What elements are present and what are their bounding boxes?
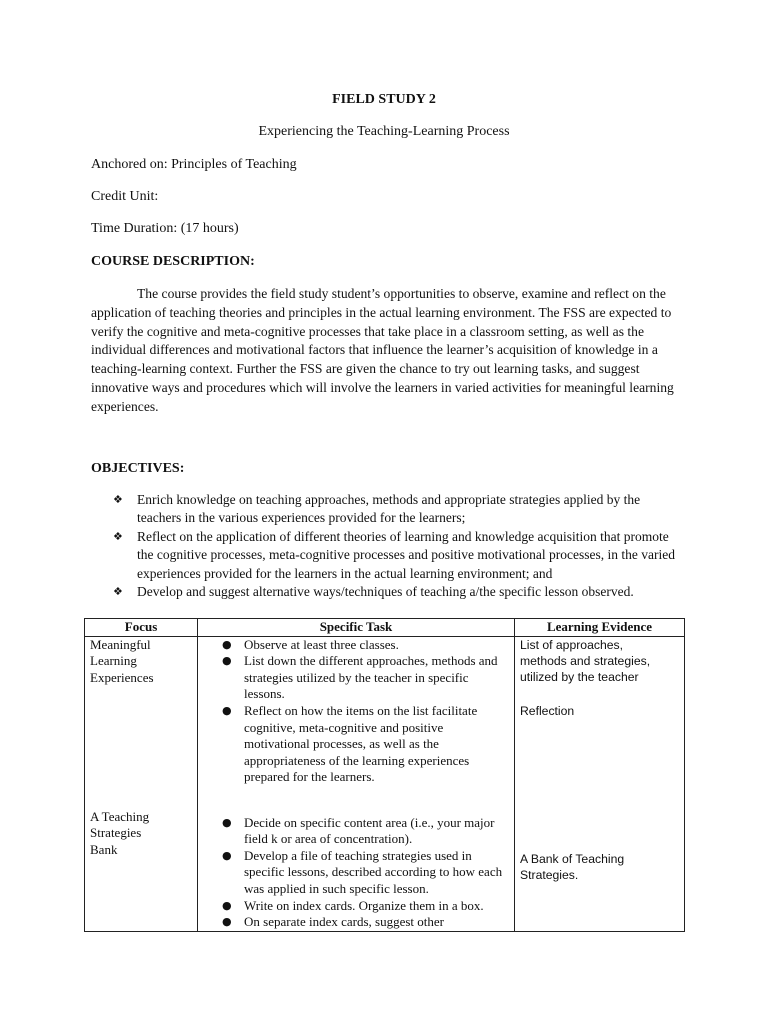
objectives-list [113,491,683,601]
objective-text: Reflect on the application of different theories of learning and knowledge acquisition that promote the cognitive processes, meta-cognitive processes and positive motivational processes, in the varied experiences provided for the learners in the actual learning environment; and [137,528,675,581]
evidence-item: List of approaches, methods and strategies, utilized by the teacher [520,637,651,685]
objective-item [113,528,683,583]
task-list-1 [203,637,509,786]
task-text: Develop a file of teaching strategies used in specific lessons, described according to how each was applied in such specific lesson. [244,847,503,896]
task-text: List down the different approaches, methods and strategies utilized by the teacher in specific lessons. [244,653,498,702]
objective-text: Enrich knowledge on teaching approaches, methods and appropriate strategies applied by the teachers in the various experiences provided for the learners; [137,492,641,526]
focus-cell [85,636,198,931]
diamond-bullet-icon: ❖ [113,529,123,543]
list-item [203,898,509,915]
list-item [203,637,509,654]
task-text: Reflect on how the items on the list facilitate cognitive, meta-cognitive and positive motivational processes, as well as the appropriateness of the learning experiences prepared for the learners. [244,702,478,785]
focus-item: A Teaching Strategies Bank [90,808,150,857]
bullet-icon: ● [222,915,232,929]
credit-unit-line: Credit Unit: [91,189,159,204]
task-list-2 [203,815,509,931]
anchored-on-line: Anchored on: Principles of Teaching [91,157,297,172]
bullet-icon: ● [222,898,232,912]
focus-cell-body [90,637,192,931]
list-item [203,653,509,703]
course-description-paragraph: The course provides the field study student’s opportunities to observe, examine and reflect on the application of teaching theories and principles in the actual learning environment. The FSS are expected to verify the cognitive and meta-cognitive processes that take place in a classroom setting, as well as the individual differences and motivational factors that influence the learner’s acquisition of knowledge in a teaching-learning context. Further the FSS are given the chance to try out learning tasks, and suggest innovative ways and procedures which will involve the learners in varied activities for meaningful learning experiences. [91,286,674,414]
diamond-bullet-icon: ❖ [113,585,123,599]
learning-evidence-cell [515,636,685,931]
diamond-bullet-icon: ❖ [113,493,123,506]
time-duration-line: Time Duration: (17 hours) [91,221,239,236]
bullet-icon: ● [222,654,232,668]
table-row [85,636,685,931]
objective-item [113,491,683,528]
bullet-icon: ● [222,815,232,829]
objectives-heading: OBJECTIVES: [91,461,185,476]
task-text: Write on index cards. Organize them in a box. [244,897,484,913]
objective-text: Develop and suggest alternative ways/techniques of teaching a/the specific lesson observed. [137,584,634,600]
header-specific-task: Specific Task [198,619,515,637]
objective-item [113,583,683,601]
bullet-icon: ● [222,848,232,862]
task-text: Observe at least three classes. [244,636,399,652]
specific-task-cell [198,636,515,931]
task-text: Decide on specific content area (i.e., your major field k or area of concentration). [244,814,495,847]
list-item [203,815,509,848]
course-description-heading: COURSE DESCRIPTION: [91,254,255,269]
list-item [203,848,509,898]
learning-evidence-cell-body [520,637,679,931]
list-item [203,914,509,931]
focus-item: Meaningful Learning Experiences [90,636,154,685]
document-title: FIELD STUDY 2 [332,92,436,107]
header-focus: Focus [85,619,198,637]
table-header-row [85,619,685,637]
field-study-table [84,618,685,932]
document-subtitle: Experiencing the Teaching-Learning Process [258,124,510,139]
bullet-icon: ● [222,637,232,651]
bullet-icon: ● [222,703,232,717]
task-text: On separate index cards, suggest other [244,914,444,930]
list-item [203,703,509,786]
header-learning-evidence: Learning Evidence [515,619,685,637]
evidence-item: A Bank of Teaching Strategies. [520,851,625,882]
evidence-item: Reflection [520,703,575,718]
specific-task-cell-body [203,637,509,931]
